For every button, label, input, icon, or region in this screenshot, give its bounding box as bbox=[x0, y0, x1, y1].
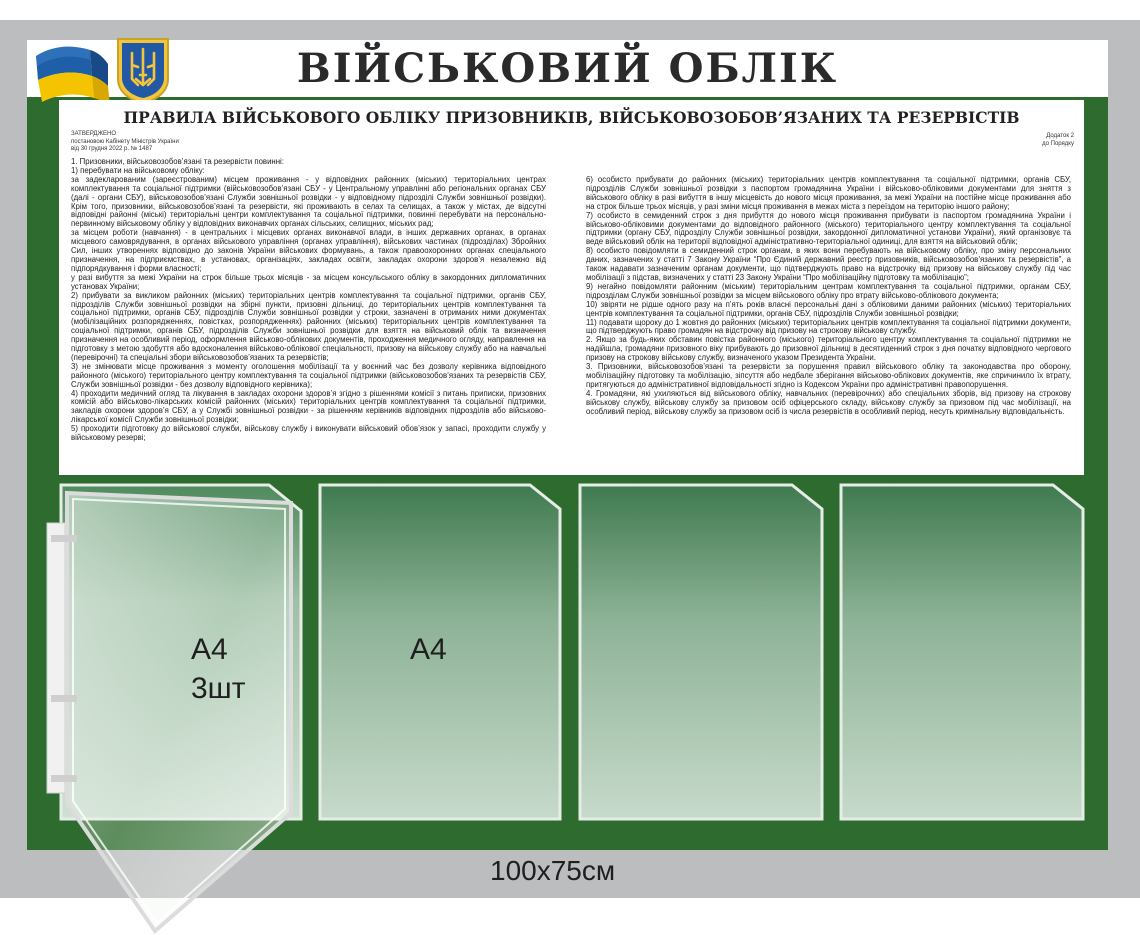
board-dimensions-label: 100х75см bbox=[490, 855, 616, 886]
board-title: ВІЙСЬКОВИЙ ОБЛІК bbox=[296, 45, 839, 92]
document-title: ПРАВИЛА ВІЙСЬКОВОГО ОБЛІКУ ПРИЗОВНИКІВ, ВІЙСЬКОВОЗОБОВ’ЯЗАНИХ ТА РЕЗЕРВІСТІВ bbox=[123, 108, 1020, 127]
flip-file-door[interactable] bbox=[45, 483, 295, 935]
rules-document bbox=[59, 100, 1084, 475]
rules-left-column: 1. Призовники, військовозобов’язані та резервісти повинні: 1) перебувати на військовому обліку: за задекларованим (зареєстрованим) місцем проживання - у відповідних районних (міських) територіальних центрах комплектування та соціальної підтримки (військовозобов’язані СБУ - у Центральному управлінні або регіональних органах СБУ (далі - органи СБУ), військовозобов’язані Служби зовнішньої розвідки - у відповідному підрозділі Служби зовнішньої розвідки). Крім того, призовники, військовозобов’язані та резервісти, які проживають в селах та селищах, а також у містах, де відсутні відповідні районні (міські) територіальні центри комплектування та соціальної підтримки, повинні перебувати на персонально-первинному військовому обліку у відповідних виконавчих органах сільських, селищних, міських рад; за місцем роботи (навчання) - в центральних і місцевих органах виконавчої влади, в інших державних органах, в органах місцевого самоврядування, в органах військового управління (органах управління), військових частинах (підрозділах) Збройних Сил, інших утвореннях відповідно до законів України військових формувань, а також правоохоронних органах спеціального призначення, на підприємствах, в установах, організаціях, закладах освіти, закладах охорони здоров’я незалежно від підпорядкування і форми власності; у разі вибуття за межі України на строк більше трьох місяців - за місцем консульського обліку в закордонних дипломатичних установах України; 2) прибувати за викликом районних (міських) територіальних центрів комплектування та соціальної підтримки, органів СБУ, підрозділів Служби зовнішньої розвідки на збірні пункти, призовні дільниці, до територіальних центрів комплектування та соціальної підтримки, органів СБУ, підрозділів Служби зовнішньої розвідки у строки, зазначені в отриманих ними документах (мобілізаційних розпорядженнях, повістках, розпорядженнях) районних (міських) територіальних центрів комплектування та соціальної підтримки, органів СБУ, підрозділів Служби зовнішньої розвідки для взяття на військовий облік та визначення призначення на особливий період, оформлення військово-облікових документів, проходження медичного огляду, направлення на підготовку з метою здобуття або вдосконалення військово-облікової спеціальності, призову на військову службу або на навчальні (перевірочні) та спеціальні збори військовозобов’язаних та резервістів; 3) не змінювати місце проживання з моменту оголошення мобілізації та у воєнний час без дозволу керівника відповідного районного (міського) територіального центру комплектування та соціальної підтримки (військовозобов’язаних та резервістів СБУ, Служби зовнішньої розвідки - без дозволу відповідного керівника); 4) проходити медичний огляд та лікування в закладах охорони здоров’я згідно з рішеннями комісії з питань приписки, призовних комісій або військово-лікарських комісій районних (міських) територіальних центрів комплектування та соціальної підтримки, закладів охорони здоров’я СБУ, а у Службі зовнішньої розвідки - за рішенням керівників відповідних підрозділів або військово-лікарської комісії Служби зовнішньої розвідки; 5) проходити підготовку до військової служби, військову службу і виконувати військовий обов’язок у запасі, проходити службу у військовому резерві; bbox=[71, 157, 546, 443]
pocket-1-format-label: А4 bbox=[191, 633, 228, 666]
annex-note: Додаток 2 до Порядку bbox=[1042, 133, 1074, 147]
approval-note: ЗАТВЕРДЖЕНО постановою Кабінету Міністрів України від 30 грудня 2022 р. № 1487 bbox=[71, 131, 179, 152]
pocket-3 bbox=[578, 483, 824, 821]
rules-right-column: 6) особисто прибувати до районних (міських) територіальних центрів комплектування та соціальної підтримки, органів СБУ, підрозділів Служби зовнішньої розвідки з паспортом громадянина України і військово-обліковими документами для зняття з військового обліку в разі вибуття в іншу місцевість до нового місця проживання, за межі України на постійне місце проживання або на строк більше трьох місяців, у разі зміни місця проживання в межах міста з переїздом на територію іншого району; 7) особисто в семиденний строк з дня прибуття до нового місця проживання прибувати із паспортом громадянина України і військово-обліковими документами до відповідного районного (міського) територіального центру комплектування та соціальної підтримки (органу СБУ, підрозділу Служби зовнішньої розвідки, закордонної дипломатичної установи України), який організовує та веде військовий облік на території відповідної адміністративно-територіальної одиниці, для взяття на військовий облік; 8) особисто повідомляти в семиденний строк органам, в яких вони перебувають на військовому обліку, про зміну персональних даних, зазначених у статті 7 Закону України “Про Єдиний державний реєстр призовників, військовозобов’язаних та резервістів”, а також надавати зазначеним органам документи, що підтверджують право на відстрочку від призову на військову службу під час мобілізації з підстав, визначених у статті 23 Закону України “Про мобілізаційну підготовку та мобілізацію”; 9) негайно повідомляти районним (міським) територіальним центрам комплектування та соціальної підтримки, органам СБУ, підрозділам Служби зовнішньої розвідки за місцем військового обліку про втрату військово-облікового документа; 10) звіряти не рідше одного разу на п’ять років власні персональні дані з обліковими даними районних (міських) територіальних центрів комплектування та соціальної підтримки, органів СБУ, підрозділів Служби зовнішньої розвідки; 11) подавати щороку до 1 жовтня до районних (міських) територіальних центрів комплектування та соціальної підтримки документи, що підтверджують право громадян на відстрочку від призову на строкову військову службу. 2. Якщо за будь-яких обставин повістка районного (міського) територіального центру комплектування та соціальної підтримки не надійшла, громадяни призовного віку прибувають до призовної дільниці в десятиденний строк з дня початку відповідного чергового призову на строкову військову службу, визначеного указом Президента України. 3. Призовники, військовозобов’язані та резервісти за порушення правил військового обліку та законодавства про оборону, мобілізаційну підготовку та мобілізацію, зіпсуття або недбале зберігання військово-облікових документів, яке спричинило їх втрату, притягуються до адміністративної відповідальності згідно із Кодексом України про адміністративні правопорушення. 4. Громадяни, які ухиляються від військового обліку, навчальних (перевірочних) або спеціальних зборів, від призову на строкову військову службу, військову службу за призовом осіб офіцерського складу, військову службу за призовом під час мобілізації, на особливий період, військову службу за призовом осіб із числа резервістів в особливий період, несуть кримінальну відповідальність. bbox=[586, 175, 1071, 416]
pocket-4 bbox=[839, 483, 1085, 821]
pocket-2-format-label: А4 bbox=[410, 633, 447, 666]
pocket-1-count-label: 3шт bbox=[191, 672, 246, 705]
